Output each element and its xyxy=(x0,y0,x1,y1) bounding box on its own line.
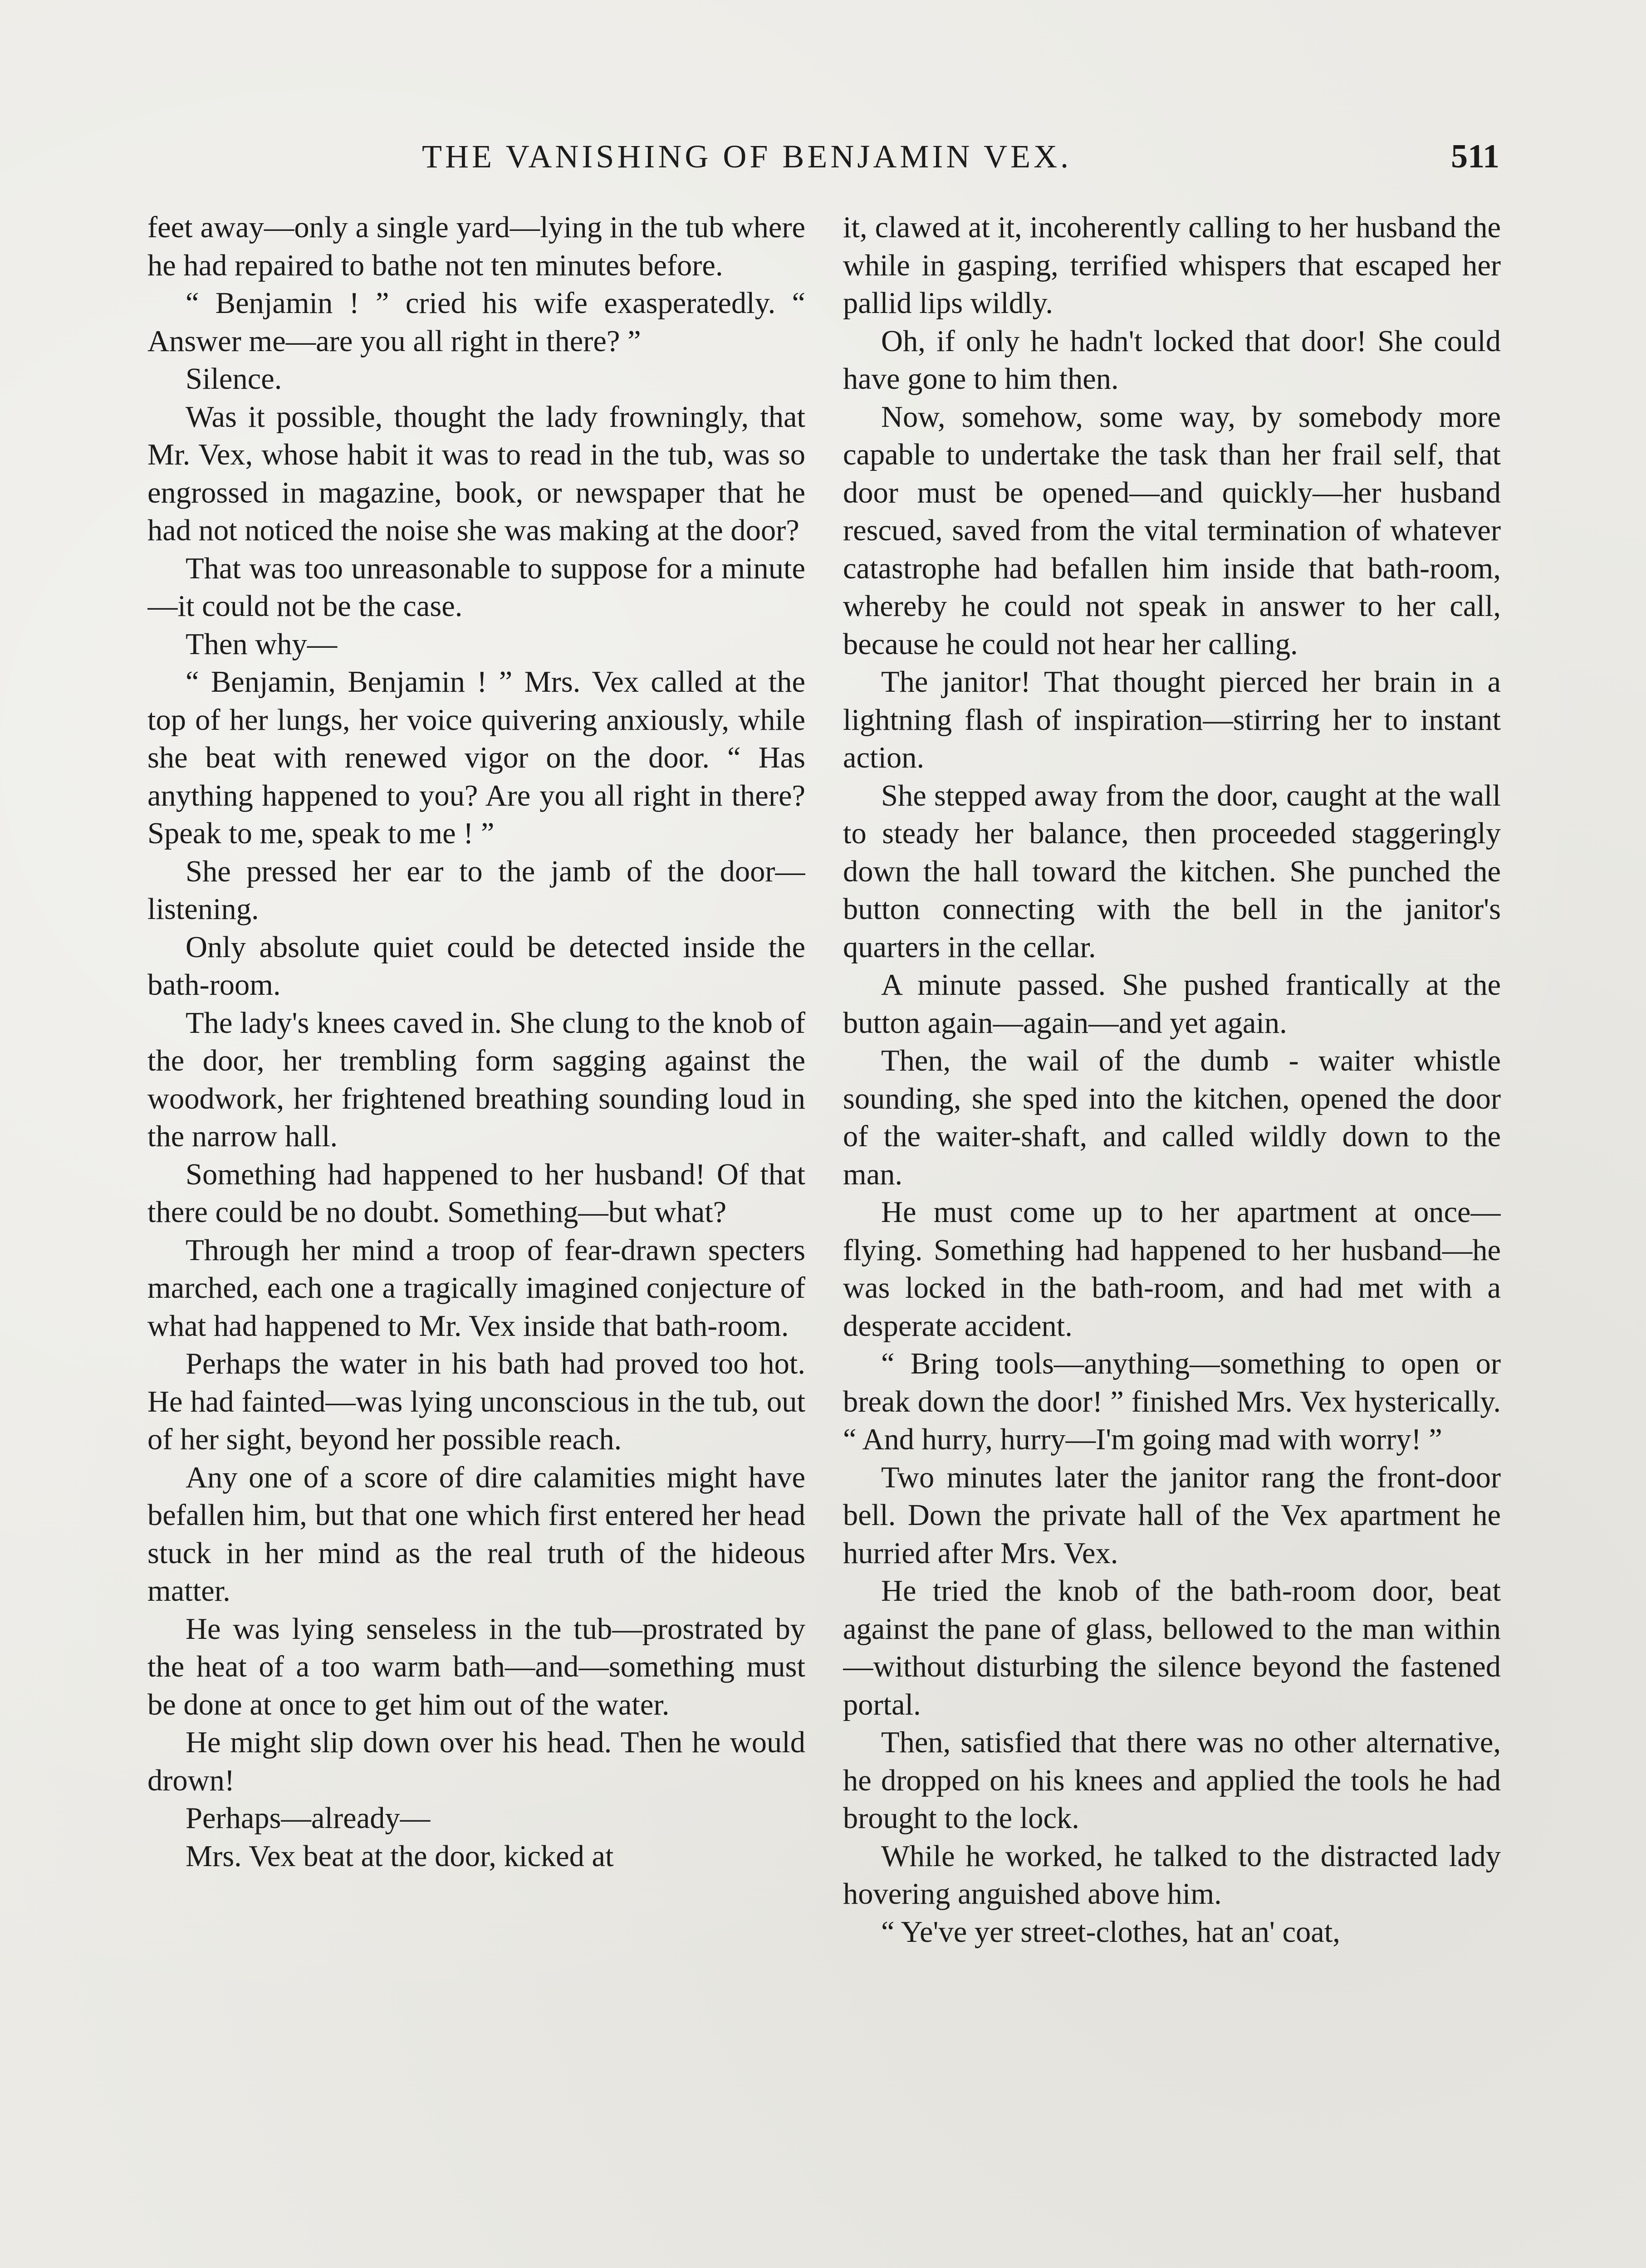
paragraph: “ Ye've yer street-clothes, hat an' coat, xyxy=(881,1915,1340,1949)
paragraph: He must come up to her apartment at once—flying. Something had happened to her husband—he was locked in the bath-room, and had met with a desperate accident. xyxy=(843,1196,1501,1343)
paragraph: Perhaps—already— xyxy=(186,1802,431,1835)
right-column xyxy=(843,209,1501,2268)
paragraph: He was lying senseless in the tub—prostrated by the heat of a too warm bath—and—something must be done at once to get him out of the water. xyxy=(147,1612,805,1721)
paragraph: “ Bring tools—anything—something to open or break down the door! ” finished Mrs. Vex hysterically. “ And hurry, hurry—I'm going mad with worry! ” xyxy=(843,1347,1501,1456)
paragraph: Then, the wail of the dumb - waiter whistle sounding, she sped into the kitchen, opened the door of the waiter-shaft, and called wildly down to the man. xyxy=(843,1044,1501,1191)
paragraph: Silence. xyxy=(186,362,282,396)
paragraph: Only absolute quiet could be detected inside the bath-room. xyxy=(147,930,805,1002)
paragraph: He tried the knob of the bath-room door, beat against the pane of glass, bellowed to the man within—without disturbing the silence beyond the fastened portal. xyxy=(843,1574,1501,1721)
paragraph: Something had happened to her husband! Of that there could be no doubt. Something—but what? xyxy=(147,1158,805,1229)
paragraph: The lady's knees caved in. She clung to the knob of the door, her trembling form sagging against the woodwork, her frightened breathing sounding loud in the narrow hall. xyxy=(147,1006,805,1153)
paragraph: While he worked, he talked to the distracted lady hovering anguished above him. xyxy=(843,1839,1501,1911)
left-column xyxy=(147,209,805,2268)
paragraph: “ Benjamin, Benjamin ! ” Mrs. Vex called at the top of her lungs, her voice quivering anxiously, while she beat with renewed vigor on the door. “ Has anything happened to you? Are you all right in there? Speak to me, speak to me ! ” xyxy=(147,665,805,850)
paragraph: Mrs. Vex beat at the door, kicked at xyxy=(186,1839,614,1873)
paragraph: A minute passed. She pushed frantically at the button again—again—and yet again. xyxy=(843,968,1501,1040)
paragraph: Through her mind a troop of fear-drawn specters marched, each one a tragically imagined conjecture of what had happened to Mr. Vex inside that bath-room. xyxy=(147,1233,805,1343)
paragraph: it, clawed at it, incoherently calling to her husband the while in gasping, terrified whispers that escaped her pallid lips wildly. xyxy=(843,211,1501,320)
running-title: THE VANISHING OF BENJAMIN VEX. xyxy=(422,138,1072,175)
paragraph: Oh, if only he hadn't locked that door! She could have gone to him then. xyxy=(843,324,1501,396)
paragraph: Then, satisfied that there was no other alternative, he dropped on his knees and applied the tools he had brought to the lock. xyxy=(843,1726,1501,1835)
paragraph: feet away—only a single yard—lying in the tub where he had repaired to bathe not ten minutes before. xyxy=(147,211,805,282)
paragraph: Now, somehow, some way, by somebody more capable to undertake the task than her frail self, that door must be opened—and quickly—her husband rescued, saved from the vital termination of whatever catastrophe had befallen him inside that bath-room, whereby he could not speak in answer to her call, because he could not hear her calling. xyxy=(843,400,1501,661)
paragraph: She pressed her ear to the jamb of the door—listening. xyxy=(147,855,805,926)
page-header xyxy=(147,132,1499,181)
paragraph: He might slip down over his head. Then he would drown! xyxy=(147,1726,805,1797)
paragraph: The janitor! That thought pierced her brain in a lightning flash of inspiration—stirring her to instant action. xyxy=(843,665,1501,774)
page-number: 511 xyxy=(1451,138,1499,175)
paragraph: “ Benjamin ! ” cried his wife exasperatedly. “ Answer me—are you all right in there? ” xyxy=(147,287,805,358)
paragraph: That was too unreasonable to suppose for a minute—it could not be the case. xyxy=(147,552,805,623)
paragraph: Two minutes later the janitor rang the front-door bell. Down the private hall of the Vex apartment he hurried after Mrs. Vex. xyxy=(843,1461,1501,1570)
paragraph: She stepped away from the door, caught at the wall to steady her balance, then proceeded staggeringly down the hall toward the kitchen. She punched the button connecting with the bell in the janitor's quarters in the cellar. xyxy=(843,779,1501,964)
paragraph: Perhaps the water in his bath had proved too hot. He had fainted—was lying unconscious in the tub, out of her sight, beyond her possible reach. xyxy=(147,1347,805,1456)
paragraph: Any one of a score of dire calamities might have befallen him, but that one which first entered her head stuck in her mind as the real truth of the hideous matter. xyxy=(147,1461,805,1608)
paragraph: Was it possible, thought the lady frowningly, that Mr. Vex, whose habit it was to read in the tub, was so engrossed in magazine, book, or newspaper that he had not noticed the noise she was making at the door? xyxy=(147,400,805,547)
paragraph: Then why— xyxy=(186,627,338,661)
